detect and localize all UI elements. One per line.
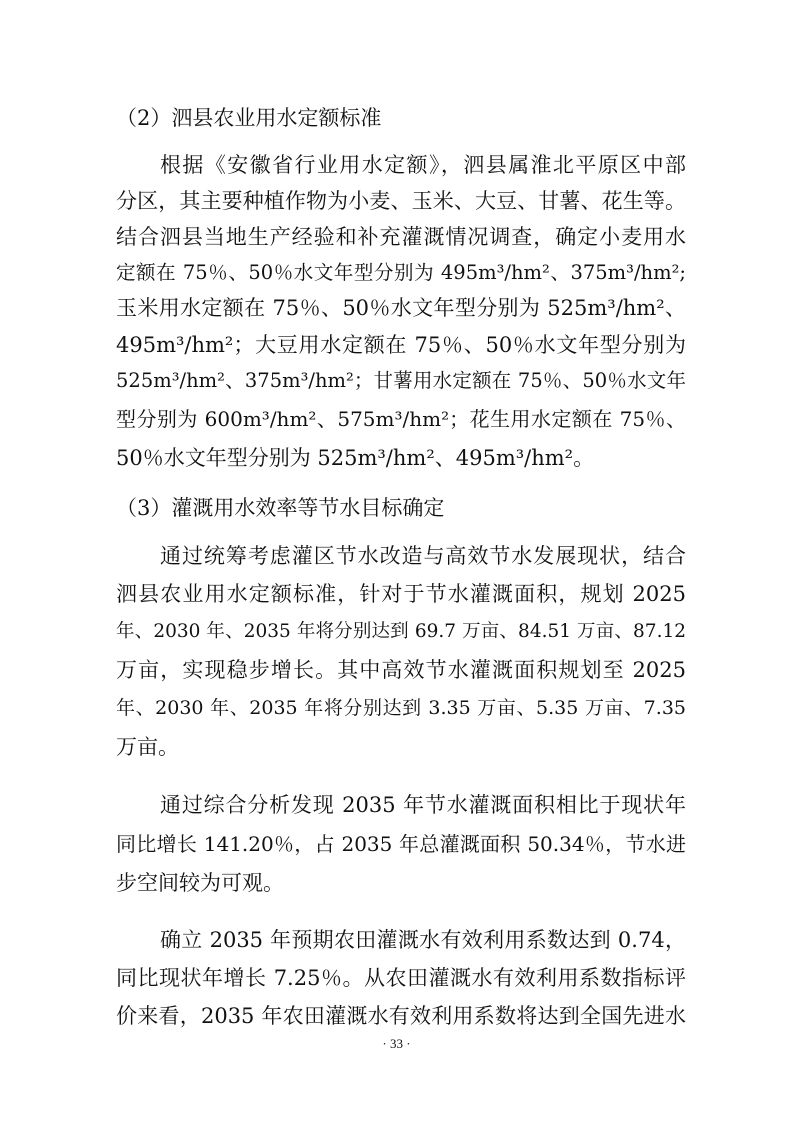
paragraph-line: 同比现状年增长 7.25％。从农田灌溉水有效利用系数指标评 bbox=[116, 966, 686, 990]
paragraph-line: 价来看，2035 年农田灌溉水有效利用系数将达到全国先进水 bbox=[116, 1004, 686, 1028]
section-heading-3: （3）灌溉用水效率等节水目标确定 bbox=[116, 496, 445, 520]
paragraph-line: 定额在 75％、50％水文年型分别为 495m³/hm²、375m³/hm²; bbox=[116, 261, 686, 284]
paragraph-line: 同比增长 141.20％，占 2035 年总灌溉面积 50.34％，节水进 bbox=[116, 832, 686, 856]
page-number: · 33 · bbox=[382, 1036, 411, 1051]
paragraph-line: 泗县农业用水定额标准，针对于节水灌溉面积，规划 2025 bbox=[116, 582, 686, 606]
paragraph-line: 50％水文年型分别为 525m³/hm²、495m³/hm²。 bbox=[116, 446, 595, 470]
paragraph-line: 结合泗县当地生产经验和补充灌溉情况调查，确定小麦用水 bbox=[116, 225, 686, 249]
section-heading-2: （2）泗县农业用水定额标准 bbox=[116, 106, 382, 130]
paragraph-line: 万亩，实现稳步增长。其中高效节水灌溉面积规划至 2025 bbox=[116, 658, 686, 682]
paragraph-line: 根据《安徽省行业用水定额》，泗县属淮北平原区中部 bbox=[160, 153, 686, 177]
paragraph-line: 525m³/hm²、375m³/hm²；甘薯用水定额在 75％、50％水文年 bbox=[116, 369, 686, 392]
paragraph-line: 步空间较为可观。 bbox=[116, 871, 284, 895]
paragraph-line: 年、2030 年、2035 年将分别达到 3.35 万亩、5.35 万亩、7.35 bbox=[116, 697, 686, 719]
paragraph-line: 分区，其主要种植作物为小麦、玉米、大豆、甘薯、花生等。 bbox=[116, 189, 686, 213]
paragraph-line: 495m³/hm²；大豆用水定额在 75％、50％水文年型分别为 bbox=[116, 333, 686, 357]
paragraph-line: 玉米用水定额在 75％、50％水文年型分别为 525m³/hm²、 bbox=[116, 296, 686, 320]
paragraph-line: 通过综合分析发现 2035 年节水灌溉面积相比于现状年 bbox=[160, 793, 686, 817]
paragraph-line: 型分别为 600m³/hm²、575m³/hm²；花生用水定额在 75％、 bbox=[116, 407, 686, 431]
paragraph-line: 年、2030 年、2035 年将分别达到 69.7 万亩、84.51 万亩、87.12 bbox=[116, 621, 686, 642]
paragraph-line: 通过统筹考虑灌区节水改造与高效节水发展现状，结合 bbox=[160, 544, 686, 568]
paragraph-line: 万亩。 bbox=[116, 735, 179, 759]
paragraph-line: 确立 2035 年预期农田灌溉水有效利用系数达到 0.74， bbox=[160, 928, 686, 952]
